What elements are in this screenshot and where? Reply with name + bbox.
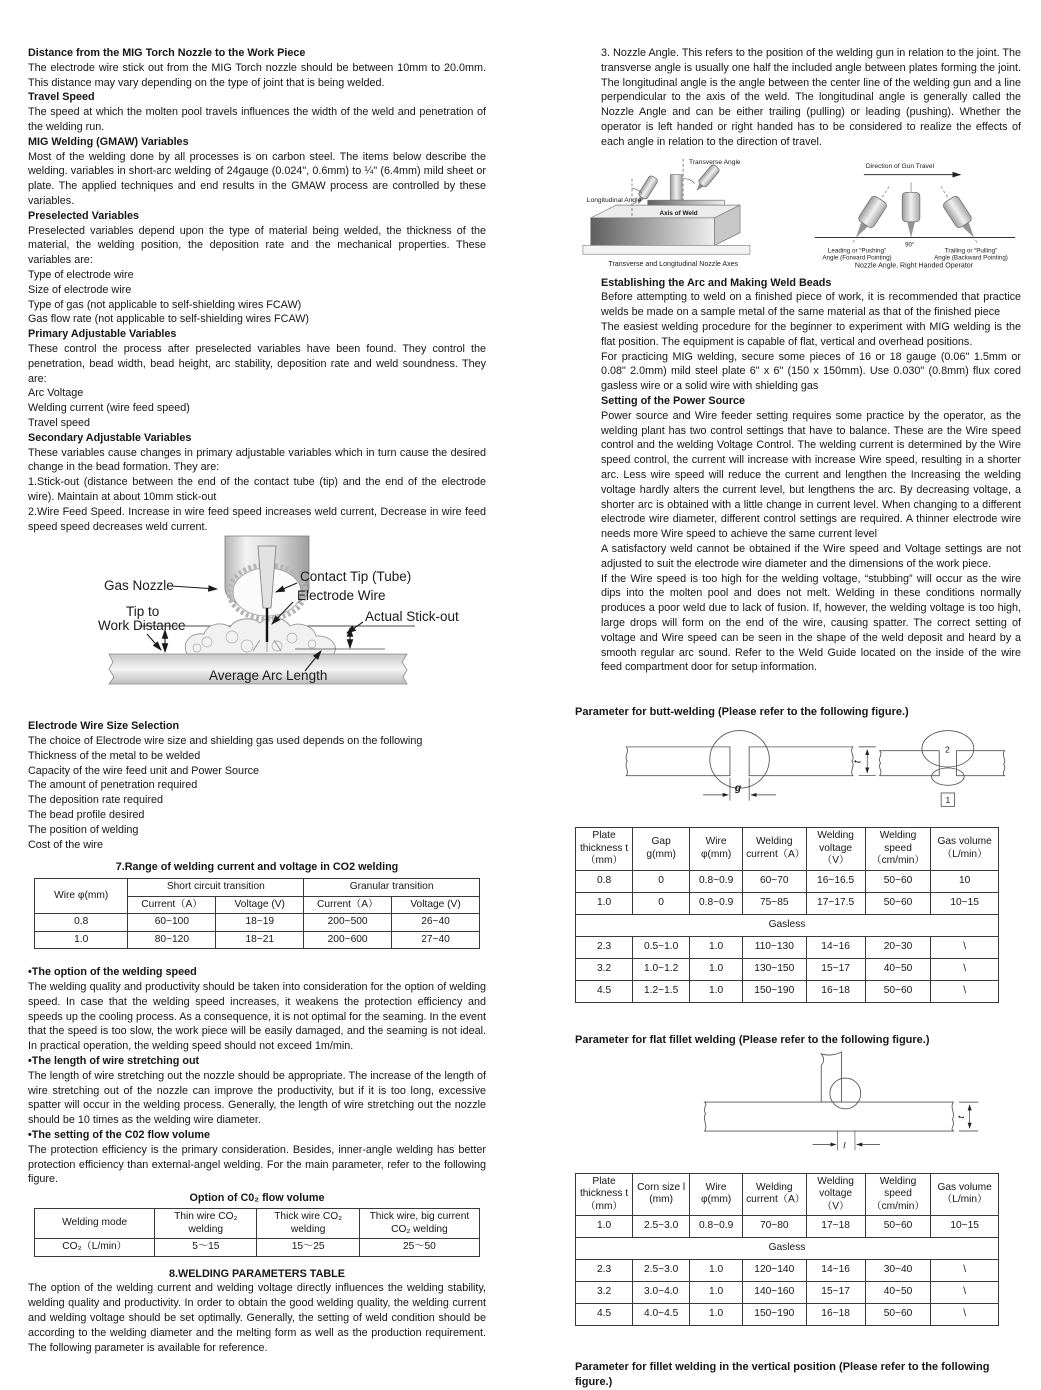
horizontal-plate xyxy=(704,1102,953,1131)
table-cell: 20~30 xyxy=(865,936,931,958)
list-item: Type of gas (not applicable to self-shielding wires FCAW) xyxy=(28,298,302,311)
table-cell: 1.0 xyxy=(35,931,128,949)
column-header: Voltage (V) xyxy=(216,896,304,914)
gas-nozzle-label: Gas Nozzle xyxy=(104,578,174,594)
axes-caption: Transverse and Longitudinal Nozzle Axes xyxy=(608,260,739,268)
table-cell: 40~50 xyxy=(865,1282,931,1304)
list-item: Travel speed xyxy=(28,416,91,429)
paragraph: For practicing MIG welding, secure some pieces of 16 or 18 gauge (0.06" 1.5mm or 0.08" 2.0mm) mild steel plate 6" x 6" (150 x 150mm). Use 0.030" (0.8mm) flux cored gasless wire or a solid wire with shielding gas xyxy=(601,350,1021,393)
table-cell: 80~120 xyxy=(128,931,216,949)
section-heading-gmaw-variables: MIG Welding (GMAW) Variables xyxy=(28,135,189,148)
axis-of-weld-label: Axis of Weld xyxy=(659,209,698,217)
list-item: The bead profile desired xyxy=(28,809,145,822)
table-cell: 5～15 xyxy=(155,1239,257,1257)
table-cell: \ xyxy=(931,1304,999,1326)
bottom-bead-outline xyxy=(932,768,965,785)
trailing-label-2: Angle (Backward Pointing) xyxy=(934,254,1008,262)
section-heading-wire-size: Electrode Wire Size Selection xyxy=(28,720,180,733)
column-header: Wire φ(mm) xyxy=(35,879,128,914)
column-header: Plate thickness t（mm） xyxy=(576,1173,633,1216)
table-cell: 1.0 xyxy=(690,1304,743,1326)
table-cell: 16~16.5 xyxy=(806,870,865,892)
table-cell: 0.8~0.9 xyxy=(690,892,743,914)
table-cell: 3.2 xyxy=(576,1282,633,1304)
electrode-wire-label: Electrode Wire xyxy=(297,588,386,604)
travel-caption: Nozzle Angle, Right Handed Operator xyxy=(854,262,974,270)
ninety-degree-label: 90° xyxy=(905,240,915,248)
table-cell: \ xyxy=(931,980,999,1002)
section-heading-wire-stretch: •The length of wire stretching out xyxy=(28,1055,200,1068)
transverse-angle-label: Transverse Angle xyxy=(688,158,741,166)
table-cell: 10~15 xyxy=(931,1216,999,1238)
table-cell: 14~16 xyxy=(806,1260,865,1282)
table-cell: 150~190 xyxy=(743,980,806,1002)
table-cell: 140~160 xyxy=(743,1282,806,1304)
table-cell: 200~500 xyxy=(304,914,392,932)
paragraph: The length of wire stretching out the nozzle should be appropriate. The increase of the length of wire stretching out of the nozzle can improve the productivity, but if it is too long, excessive spatter will occur in the welding process. Generally, the length of wire stretching out the nozzle should be 10 times as the welding wire diameter. xyxy=(28,1069,486,1127)
l-dimension-label: l xyxy=(843,1139,846,1151)
section-heading-travel-speed: Travel Speed xyxy=(28,91,95,104)
table-cell: 120~140 xyxy=(743,1260,806,1282)
table-cell: 16~18 xyxy=(806,1304,865,1326)
table-cell: 50~60 xyxy=(865,1216,931,1238)
table-cell: 0.8 xyxy=(35,914,128,932)
table-cell: 16~18 xyxy=(806,980,865,1002)
table-cell: 10~15 xyxy=(931,892,999,914)
table-cell: 0 xyxy=(633,892,690,914)
table-cell: 25～50 xyxy=(359,1239,479,1257)
leading-label-1: Leading or “Pushing” xyxy=(827,246,887,254)
direction-of-travel-label: Direction of Gun Travel xyxy=(865,162,935,170)
left-plate-b xyxy=(749,747,853,776)
column-header: Thin wire CO₂ welding xyxy=(155,1209,257,1239)
paragraph: Most of the welding done by all processes is on carbon steel. The items below describe the welding. variables in short-arc welding of 24gauge (0.024", 0.6mm) to ¼" (6.4mm) mild sheet or plate. The applied techniques and end results in the GMAW process are controlled by these variables. xyxy=(28,150,486,207)
table-row xyxy=(576,892,999,914)
paragraph: The speed at which the molten pool travels influences the width of the weld and penetration of the welding run. xyxy=(28,106,486,133)
table7-title: 7.Range of welding current and voltage in CO2 welding xyxy=(115,861,399,874)
column-header: Welding current（A） xyxy=(743,828,806,871)
table-cell: 50~60 xyxy=(865,892,931,914)
nozzle-angle-figures xyxy=(575,152,1027,270)
table-cell: 0.5~1.0 xyxy=(633,936,690,958)
table-cell: 14~16 xyxy=(806,936,865,958)
table-cell: \ xyxy=(931,1282,999,1304)
list-item: Welding current (wire feed speed) xyxy=(28,402,190,415)
list-item: Type of electrode wire xyxy=(28,268,134,281)
column-header: Thick wire, big current CO₂ welding xyxy=(359,1209,479,1239)
list-item: 1.Stick-out (distance between the end of the contact tube (tip) and the end of the electrode wire). Maintain at about 10mm stick-out xyxy=(28,476,486,503)
list-item: Cost of the wire xyxy=(28,838,104,851)
table-cell: 17~17.5 xyxy=(806,892,865,914)
vertical-torch xyxy=(902,182,920,237)
table-row xyxy=(576,1282,999,1304)
paragraph: These variables cause changes in primary adjustable variables which in turn cause the desired change in the bead formation. They are: xyxy=(28,446,486,474)
table-cell: 110~130 xyxy=(743,936,806,958)
table-cell: \ xyxy=(931,936,999,958)
co2-flow-table xyxy=(34,1208,480,1257)
table-cell: 2.3 xyxy=(576,1260,633,1282)
list-item: Arc Voltage xyxy=(28,387,84,400)
table-cell: 15~17 xyxy=(806,1282,865,1304)
table-cell: 17~18 xyxy=(806,1216,865,1238)
block-base xyxy=(583,245,750,254)
g-dimension-label: g xyxy=(734,782,742,795)
work-distance-label: Work Distance xyxy=(98,618,186,634)
paragraph: A satisfactory weld cannot be obtained if the Wire speed and Voltage settings are not adjusted to suit the electrode wire diameter and the dimensions of the work piece. xyxy=(601,542,1021,570)
flat-fillet-heading: Parameter for flat fillet welding (Please refer to the following figure.) xyxy=(575,1033,930,1046)
table-cell: 60~70 xyxy=(743,870,806,892)
list-item: Thickness of the metal to be welded xyxy=(28,749,201,762)
paragraph: Before attempting to weld on a finished piece of work, it is recommended that practice welds be made on a sample metal of the same material as that of the finished piece xyxy=(601,291,1021,319)
vertical-plate xyxy=(821,1052,841,1102)
section-heading-secondary: Secondary Adjustable Variables xyxy=(28,431,192,444)
list-item: 2.Wire Feed Speed. Increase in wire feed speed increases weld current, Decrease in wire feed speed speed decreases weld current. xyxy=(28,505,486,533)
table-cell: 130~150 xyxy=(743,958,806,980)
table-cell: \ xyxy=(931,958,999,980)
gasless-divider-cell: Gasless xyxy=(576,1238,999,1260)
torch-diagram xyxy=(47,534,467,694)
column-header: Wire φ(mm) xyxy=(690,1173,743,1216)
table-cell: 0.8~0.9 xyxy=(690,1216,743,1238)
table-cell: 1.0 xyxy=(576,1216,633,1238)
vertical-fillet-heading: Parameter for fillet welding in the vertical position (Please refer to the following figure.) xyxy=(575,1361,990,1389)
table-cell: 30~40 xyxy=(865,1260,931,1282)
column-header: Welding mode xyxy=(35,1209,155,1239)
table-row xyxy=(576,980,999,1002)
paragraph: The welding quality and productivity should be taken into consideration for the option of welding speed. In case that the welding speed increases, it weakens the protection efficiency and speeds up the cooling process. As a consequence, it is not optimal for the seaming. In the event that the speed is too slow, the work piece will be easily damaged, and the seaming is not ideal. In practical operation, the welding speed should not exceed 1m/min. xyxy=(28,981,486,1053)
paragraph: Power source and Wire feeder setting requires some practice by the operator, as the welding plant has two control settings that have to balance. These are the Wire speed control and the welding Voltage Control. The welding current is determined by the Wire speed control, the current will increase with increase Wire speed, resulting in a shorter arc. Less wire speed will reduce the current and lengthen the Increasing the welding voltage hardly alters the current level, but lengthens the arc. By decreasing voltage, a shorter arc is obtained with a little change in current level. When changing to a different electrode wire diameter, different control settings are required. A thinner electrode wire needs more Wire speed to achieve the same current level xyxy=(601,409,1021,541)
l-extension-lines xyxy=(838,1131,855,1150)
table-row xyxy=(576,1260,999,1282)
table-row xyxy=(35,914,480,932)
list-item: The choice of Electrode wire size and shielding gas used depends on the following xyxy=(28,735,423,748)
list-item: The deposition rate required xyxy=(28,794,164,807)
table-cell: 2.5~3.0 xyxy=(633,1260,690,1282)
column-group-header: Granular transition xyxy=(304,879,480,897)
table-cell: 0.8~0.9 xyxy=(690,870,743,892)
trailing-label-1: Trailing or “Pulling” xyxy=(944,246,998,254)
list-item: Capacity of the wire feed unit and Power Source xyxy=(28,764,260,777)
column-header: Corn size l (mm) xyxy=(633,1173,690,1216)
section-heading-preselected: Preselected Variables xyxy=(28,209,140,222)
table-cell: 18~19 xyxy=(216,914,304,932)
table-row xyxy=(576,936,999,958)
left-plate-a xyxy=(626,747,730,776)
tip-to-label: Tip to xyxy=(126,604,160,620)
column-group-header: Short circuit transition xyxy=(128,879,304,897)
table-cell: 200~600 xyxy=(304,931,392,949)
column-header: Welding current（A） xyxy=(743,1173,806,1216)
section-heading-power-source: Setting of the Power Source xyxy=(601,394,745,407)
transverse-torch xyxy=(693,163,721,193)
t-dimension-label: t xyxy=(955,1115,967,1119)
table-cell: 1.0 xyxy=(690,1260,743,1282)
table-cell: 1.0 xyxy=(576,892,633,914)
butt-weld-diagram xyxy=(589,720,1013,816)
bead-1-label: 1 xyxy=(945,795,951,806)
table-cell: 1.0 xyxy=(690,980,743,1002)
paragraph: The easiest welding procedure for the beginner to experiment with MIG welding is the flat position. The equipment is capable of flat, vertical and overhead positions. xyxy=(601,320,1021,348)
column-header: Plate thickness t（mm） xyxy=(576,828,633,871)
longitudinal-angle-label: Longitudinal Angle xyxy=(586,196,642,204)
table-row xyxy=(576,958,999,980)
butt-welding-heading: Parameter for butt-welding (Please refer to the following figure.) xyxy=(575,706,909,719)
transverse-angle-arc xyxy=(683,178,695,183)
co2-current-voltage-table xyxy=(34,878,480,949)
nozzle-axes-diagram xyxy=(575,152,801,270)
actual-stickout-label: Actual Stick-out xyxy=(365,609,459,625)
right-plate-a xyxy=(879,751,939,776)
table-cell: 50~60 xyxy=(865,980,931,1002)
list-item: The position of welding xyxy=(28,823,139,836)
average-arc-length-label: Average Arc Length xyxy=(209,668,328,684)
section-heading-primary: Primary Adjustable Variables xyxy=(28,328,177,341)
table-row xyxy=(35,931,480,949)
table-cell: 1.0 xyxy=(690,936,743,958)
block-front-face xyxy=(591,217,715,245)
paragraph: Preselected variables depend upon the type of material being welded, the thickness of the material, the welding position, the deposition rate and the mechanical properties. These variables are: xyxy=(28,224,486,267)
table-cell: 1.0 xyxy=(690,1282,743,1304)
column-header: Welding speed（cm/min） xyxy=(865,828,931,871)
table-row xyxy=(576,1238,999,1260)
column-header: Current（A） xyxy=(304,896,392,914)
leading-label-2: Angle (Forward Pointing) xyxy=(822,254,892,262)
table-cell: 10 xyxy=(931,870,999,892)
flat-fillet-figure xyxy=(575,1048,1027,1167)
table-cell: 2.3 xyxy=(576,936,633,958)
weld-bead xyxy=(185,618,335,654)
flat-fillet-table xyxy=(575,1173,999,1327)
table-cell: 40~50 xyxy=(865,958,931,980)
table-cell: 1.0~1.2 xyxy=(633,958,690,980)
table-row xyxy=(576,1304,999,1326)
table-cell: 27~40 xyxy=(392,931,480,949)
section-heading-arc-beads: Establishing the Arc and Making Weld Beads xyxy=(601,276,832,289)
left-column xyxy=(28,0,486,1355)
gasless-divider-cell: Gasless xyxy=(576,914,999,936)
table-cell: 26~40 xyxy=(392,914,480,932)
table-cell: CO₂（L/min） xyxy=(35,1239,155,1257)
table-cell: 4.0~4.5 xyxy=(633,1304,690,1326)
butt-welding-figure xyxy=(575,720,1027,821)
column-header: Voltage (V) xyxy=(392,896,480,914)
table-cell: 3.2 xyxy=(576,958,633,980)
column-header: Welding voltage（V） xyxy=(806,1173,865,1216)
paragraph: If the Wire speed is too high for the welding voltage, “stubbing” will occur as the wire dips into the molten pool and does not melt. Welding in these conditions normally produces a poor weld due to lack of fusion. If, however, the welding voltage is too high, large drops will form on the end of the wire, causing spatter. The correct setting of voltage and Wire speed can be seen in the shape of the weld deposit and heard by a smooth regular arc sound. Refer to the Weld Guide located on the inside of the wire feed compartment door for setup information. xyxy=(601,572,1021,674)
table-cell: 4.5 xyxy=(576,1304,633,1326)
bead-2-label: 2 xyxy=(945,744,950,755)
paragraph: These control the process after preselected variables have been found. They control the penetration, bead width, bead height, arc stability, deposition rate and weld soundness. They are: xyxy=(28,342,486,385)
welding-parameters-heading: 8.WELDING PARAMETERS TABLE xyxy=(169,1267,345,1280)
co2-flow-table-title: Option of C0₂ flow volume xyxy=(189,1192,325,1205)
table-row xyxy=(35,1239,480,1257)
table-cell: 2.5~3.0 xyxy=(633,1216,690,1238)
column-header: Gap g(mm) xyxy=(633,828,690,871)
table-row xyxy=(576,1216,999,1238)
vertical-plate xyxy=(670,174,682,200)
table-row xyxy=(576,914,999,936)
table-cell: 15～25 xyxy=(257,1239,359,1257)
table-cell: 60~100 xyxy=(128,914,216,932)
paragraph: The option of the welding current and welding voltage directly influences the welding stability, welding quality and productivity. In order to obtain the good welding quality, the welding current and welding voltage should be set optimally. Generally, the setting of weld condition should be according to the welding diameter and the melting form as well as the production requirement. The following parameter is available for reference. xyxy=(28,1282,486,1354)
table-row xyxy=(576,870,999,892)
torch-figure xyxy=(28,534,486,699)
column-header: Thick wire CO₂ welding xyxy=(257,1209,359,1239)
list-item: The amount of penetration required xyxy=(28,779,198,792)
paragraph: The protection efficiency is the primary consideration. Besides, inner-angle welding has better protection efficiency than external-angel welding. For the main parameter, refer to the following figure. xyxy=(28,1143,486,1186)
table-cell: 50~60 xyxy=(865,870,931,892)
table-cell: 150~190 xyxy=(743,1304,806,1326)
table-cell: 3.0~4.0 xyxy=(633,1282,690,1304)
butt-welding-table xyxy=(575,827,999,1003)
list-item: Gas flow rate (not applicable to self-shielding wires FCAW) xyxy=(28,313,310,326)
t-dimension-label: t xyxy=(851,760,864,764)
table-cell: 15~17 xyxy=(806,958,865,980)
table-cell: 1.2~1.5 xyxy=(633,980,690,1002)
table-cell: 50~60 xyxy=(865,1304,931,1326)
gun-travel-diagram xyxy=(801,152,1027,270)
paragraph: The electrode wire stick out from the MIG Torch nozzle should be between 10mm to 20.0mm. This distance may vary depending on the type of joint that is being welded. xyxy=(28,61,486,89)
section-heading-welding-speed: •The option of the welding speed xyxy=(28,966,197,979)
right-column xyxy=(575,0,1027,1390)
section-heading-co2-setting: •The setting of the C02 flow volume xyxy=(28,1129,210,1142)
list-item: Size of electrode wire xyxy=(28,283,132,296)
column-header: Wire φ(mm) xyxy=(690,828,743,871)
table-cell: 75~85 xyxy=(743,892,806,914)
table-cell: 1.0 xyxy=(690,958,743,980)
column-header: Gas volume（L/min） xyxy=(931,1173,999,1216)
column-header: Current（A） xyxy=(128,896,216,914)
table-cell: 4.5 xyxy=(576,980,633,1002)
table-cell: 18~21 xyxy=(216,931,304,949)
contact-tip-label: Contact Tip (Tube) xyxy=(300,569,412,585)
column-header: Gas volume（L/min） xyxy=(931,828,999,871)
table-cell: 0 xyxy=(633,870,690,892)
table-cell: 0.8 xyxy=(576,870,633,892)
column-header: Welding voltage（V） xyxy=(806,828,865,871)
fillet-weld-diagram xyxy=(589,1048,1013,1162)
section-heading-distance: Distance from the MIG Torch Nozzle to the Work Piece xyxy=(28,47,306,59)
nozzle-angle-paragraph: 3. Nozzle Angle. This refers to the position of the welding gun in relation to the joint. The transverse angle is usually one half the included angle between plates forming the joint. The longitudinal angle is the angle between the center line of the welding gun and a line perpendicular to the axis of the weld. The longitudinal angle is generally called the Nozzle Angle and can be either trailing (pulling) or leading (pushing). Whether the operator is left handed or right handed has to be considered to realize the effects of each angle in relation to the direction of travel. xyxy=(601,47,1021,148)
table-cell: 70~80 xyxy=(743,1216,806,1238)
table-cell: \ xyxy=(931,1260,999,1282)
column-header: Welding speed（cm/min） xyxy=(865,1173,931,1216)
